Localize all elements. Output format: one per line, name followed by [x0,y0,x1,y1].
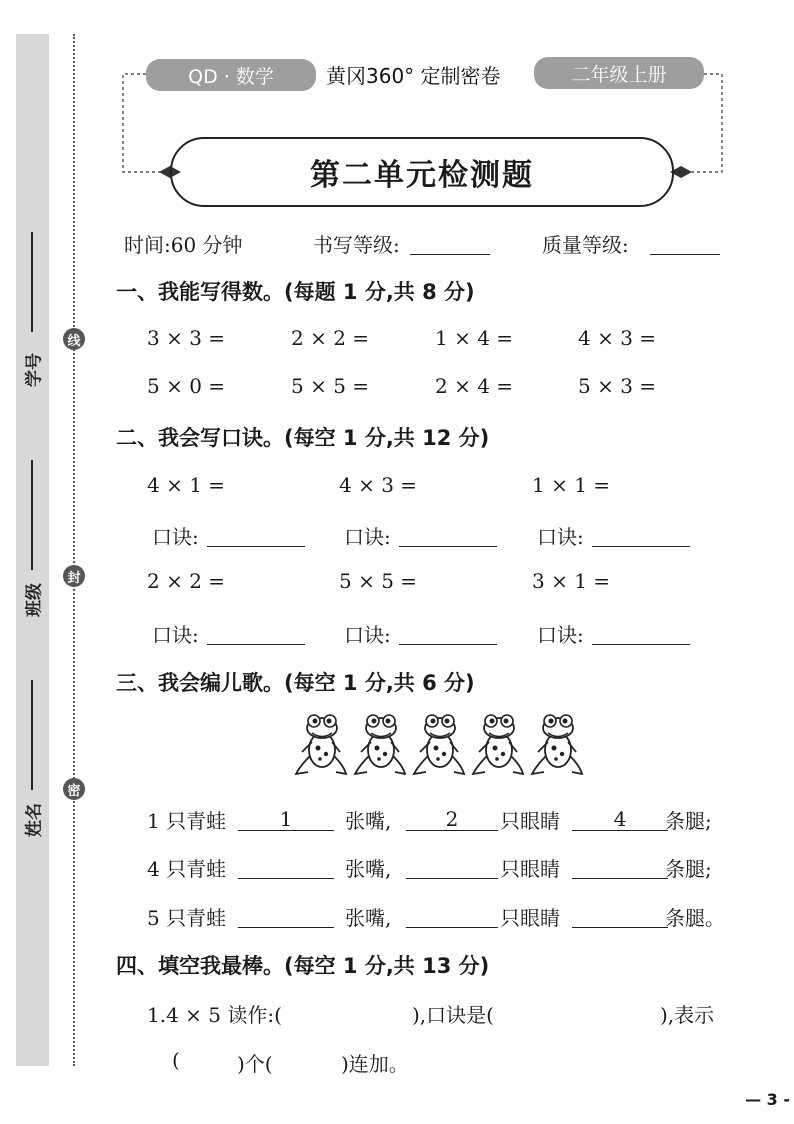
seal-seal-mark: 封 [63,565,85,587]
koujue-label: 口诀: [344,525,391,549]
title-box [170,137,674,207]
koujue-label: 口诀: [537,525,584,549]
rhyme3-mouth-blank[interactable] [238,905,334,928]
rhyme1-legs: 条腿; [665,809,712,833]
koujue-label: 口诀: [344,623,391,647]
rhyme3-eyes: 只眼睛 [500,906,560,930]
page-number: — 3 - [745,1090,790,1109]
class-label: 班级 [24,583,45,617]
rhyme3-legs: 条腿。 [665,906,725,930]
koujue-label: 口诀: [537,623,584,647]
koujue-blank[interactable] [592,622,690,645]
rhyme2-legs-blank[interactable] [572,856,668,879]
quality-grade-blank[interactable] [650,232,720,255]
name-line [31,680,33,790]
s1-q7: 2 × 4 = [435,374,514,398]
section2-heading: 二、我会写口诀。(每空 1 分,共 12 分) [116,426,490,450]
quality-grade-label: 质量等级: [542,233,629,257]
rhyme1-frogs: 1 只青蛙 [147,809,227,833]
seal-dense-mark: 密 [63,778,85,800]
s1-q8: 5 × 3 = [578,374,657,398]
writing-grade-label: 书写等级: [313,233,400,257]
s4-q1-part3: ),表示 [660,1003,715,1027]
rhyme2-eyes: 只眼睛 [500,857,560,881]
s1-q4: 4 × 3 = [578,326,657,350]
rhyme1-mouth-blank[interactable]: 1 [238,808,334,831]
rhyme2-mouth-blank[interactable] [238,856,334,879]
frog-icon [473,715,523,774]
s4-q1-part2: ),口诀是( [412,1003,494,1027]
rhyme2-mouth: 张嘴, [345,857,392,881]
section1-heading: 一、我能写得数。(每题 1 分,共 8 分) [116,280,475,304]
class-line [31,460,33,570]
series-title: 黄冈360° 定制密卷 [326,64,501,88]
frog-icon [532,715,582,774]
section3-heading: 三、我会编儿歌。(每空 1 分,共 6 分) [116,671,475,695]
rhyme1-legs-blank[interactable]: 4 [572,808,668,831]
rhyme1-eyes: 只眼睛 [500,809,560,833]
koujue-label: 口诀: [152,525,199,549]
s1-q6: 5 × 5 = [291,374,370,398]
rhyme2-frogs: 4 只青蛙 [147,857,227,881]
koujue-blank[interactable] [592,524,690,547]
frog-icon [296,715,346,774]
s4-q1-line2-b: )个( [237,1052,273,1076]
writing-grade-blank[interactable] [410,232,490,255]
seal-line-mark: 线 [63,328,85,350]
rhyme3-legs-blank[interactable] [572,905,668,928]
s1-q5: 5 × 0 = [147,374,226,398]
student-id-line [31,232,33,332]
rhyme3-mouth: 张嘴, [345,906,392,930]
rhyme1-mouth: 张嘴, [345,809,392,833]
student-id-label: 学号 [24,353,45,387]
rhyme2-eyes-blank[interactable] [406,856,498,879]
s4-q1-line2-a: ( [172,1048,180,1072]
grade-pill: 二年级上册 [534,57,704,89]
koujue-blank[interactable] [399,622,497,645]
s2-q4: 2 × 2 = [147,569,226,593]
koujue-blank[interactable] [207,622,305,645]
s2-q1: 4 × 1 = [147,473,226,497]
frog-icon [414,715,464,774]
s1-q3: 1 × 4 = [435,326,514,350]
koujue-label: 口诀: [152,623,199,647]
s2-q5: 5 × 5 = [339,569,418,593]
s4-q1-line2-c: )连加。 [341,1052,409,1076]
frog-icon [355,715,405,774]
s1-q1: 3 × 3 = [147,326,226,350]
subject-pill: QD · 数学 [146,59,316,91]
rhyme3-frogs: 5 只青蛙 [147,906,227,930]
time-info: 时间:60 分钟 [124,233,243,257]
name-label: 姓名 [24,803,45,837]
rhyme2-legs: 条腿; [665,857,712,881]
s2-q6: 3 × 1 = [532,569,611,593]
rhyme3-eyes-blank[interactable] [406,905,498,928]
section4-heading: 四、填空我最棒。(每空 1 分,共 13 分) [116,954,490,978]
s1-q2: 2 × 2 = [291,326,370,350]
s4-q1-part1: 1.4 × 5 读作:( [147,1003,282,1027]
koujue-blank[interactable] [399,524,497,547]
s2-q2: 4 × 3 = [339,473,418,497]
koujue-blank[interactable] [207,524,305,547]
rhyme1-eyes-blank[interactable]: 2 [406,808,498,831]
page-title: 第二单元检测题 [310,158,534,193]
s2-q3: 1 × 1 = [532,473,611,497]
frogs-illustration [292,710,592,780]
